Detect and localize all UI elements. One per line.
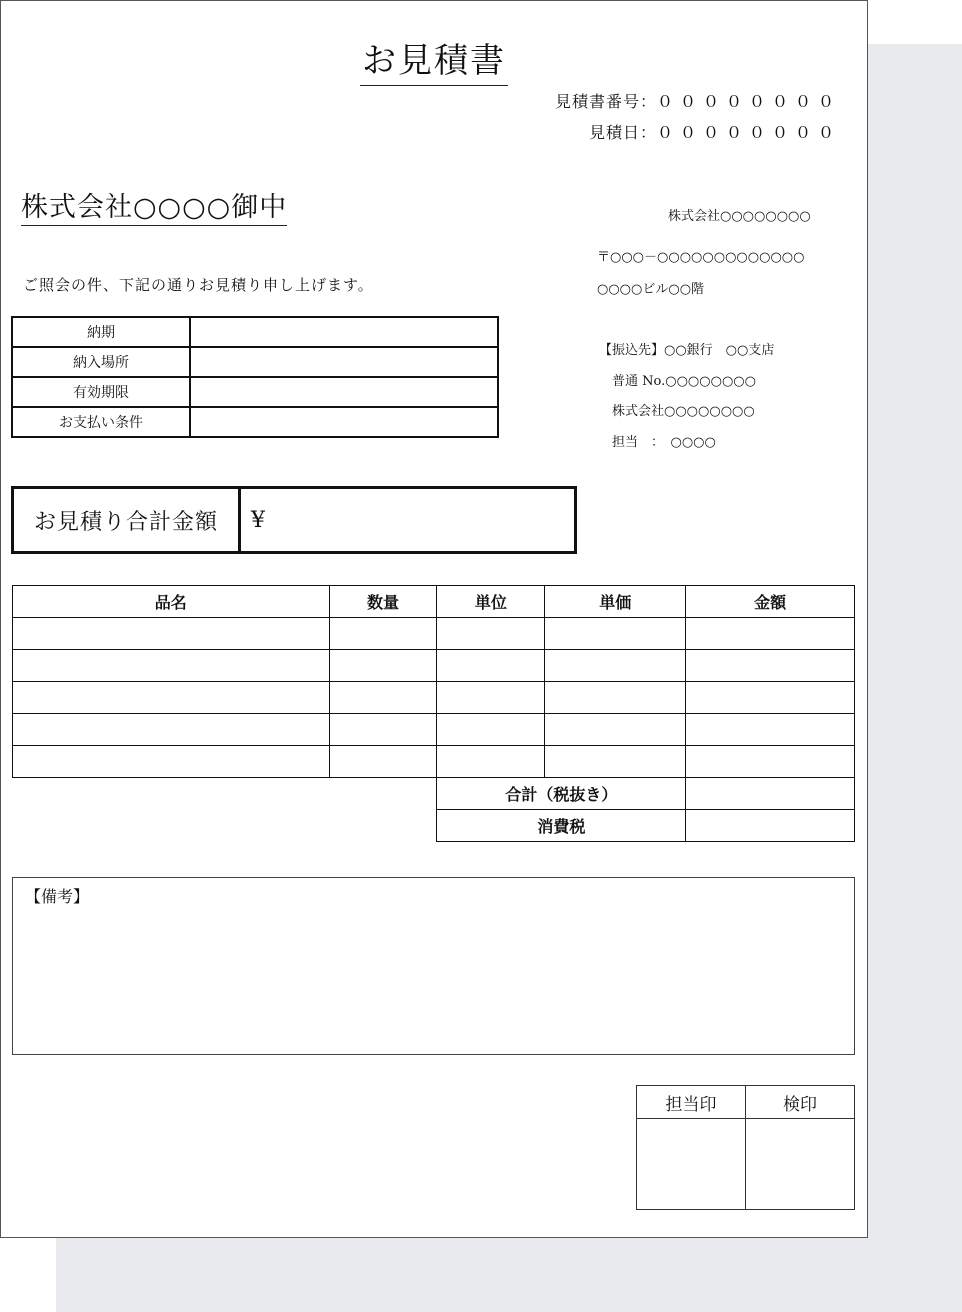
estimate-number [555,89,841,112]
header-amount: 金額 [686,586,855,618]
issuer-building: ○○○○ビル○○階 [597,282,705,297]
check-stamp-area [746,1119,855,1210]
client-name: 株式会社○○○○御中 [21,191,287,226]
items-table [12,585,855,842]
total-amount-box [11,486,577,554]
person-stamp-area [637,1119,746,1210]
conditions-table [11,316,499,438]
contact-person: 担当 ： ○○○○ [612,435,716,450]
table-row [13,650,855,682]
condition-row [12,317,498,347]
person-stamp-label: 担当印 [637,1086,746,1119]
tax-row [13,810,855,842]
currency-symbol: ¥ [251,507,265,533]
items-header-row [13,586,855,618]
estimate-date-label: 見積日： [588,123,657,142]
header-unit-price: 単価 [545,586,686,618]
table-row [13,618,855,650]
account-holder: 株式会社○○○○○○○○ [612,404,755,419]
condition-label: 納入場所 [12,347,190,377]
estimate-date-value: ００００００００ [656,123,841,142]
condition-row [12,407,498,437]
condition-value [190,377,498,407]
tax-label: 消費税 [437,810,686,842]
estimate-number-value: ００００００００ [656,92,841,111]
header-quantity: 数量 [329,586,437,618]
condition-label: お支払い条件 [12,407,190,437]
condition-value [190,407,498,437]
bank-info: 【振込先】○○銀行 ○○支店 [599,343,775,358]
check-stamp-label: 検印 [746,1086,855,1119]
table-row [13,682,855,714]
header-unit: 単位 [437,586,545,618]
condition-label: 有効期限 [12,377,190,407]
condition-value [190,317,498,347]
total-amount-value [241,489,265,551]
stamp-table [636,1085,855,1210]
estimate-number-label: 見積書番号： [554,92,657,111]
condition-row [12,347,498,377]
bank-account: 普通 No.○○○○○○○○ [612,374,756,389]
issuer-company: 株式会社○○○○○○○○ [668,209,811,224]
condition-row [12,377,498,407]
condition-value [190,347,498,377]
condition-label: 納期 [12,317,190,347]
subtotal-row [13,778,855,810]
table-row [13,746,855,778]
total-amount-label: お見積り合計金額 [14,489,241,551]
greeting-text: ご照会の件、下記の通りお見積り申し上げます。 [23,276,374,294]
remarks-label: 【備考】 [25,887,90,906]
remarks-box [12,877,855,1055]
estimate-date [589,120,841,143]
tax-value [686,810,855,842]
subtotal-value [686,778,855,810]
subtotal-label: 合計（税抜き） [437,778,686,810]
issuer-postal: 〒○○○－○○○○○○○○○○○○○ [597,250,805,265]
table-row [13,714,855,746]
document-title: お見積書 [1,33,867,82]
header-item-name: 品名 [13,586,330,618]
